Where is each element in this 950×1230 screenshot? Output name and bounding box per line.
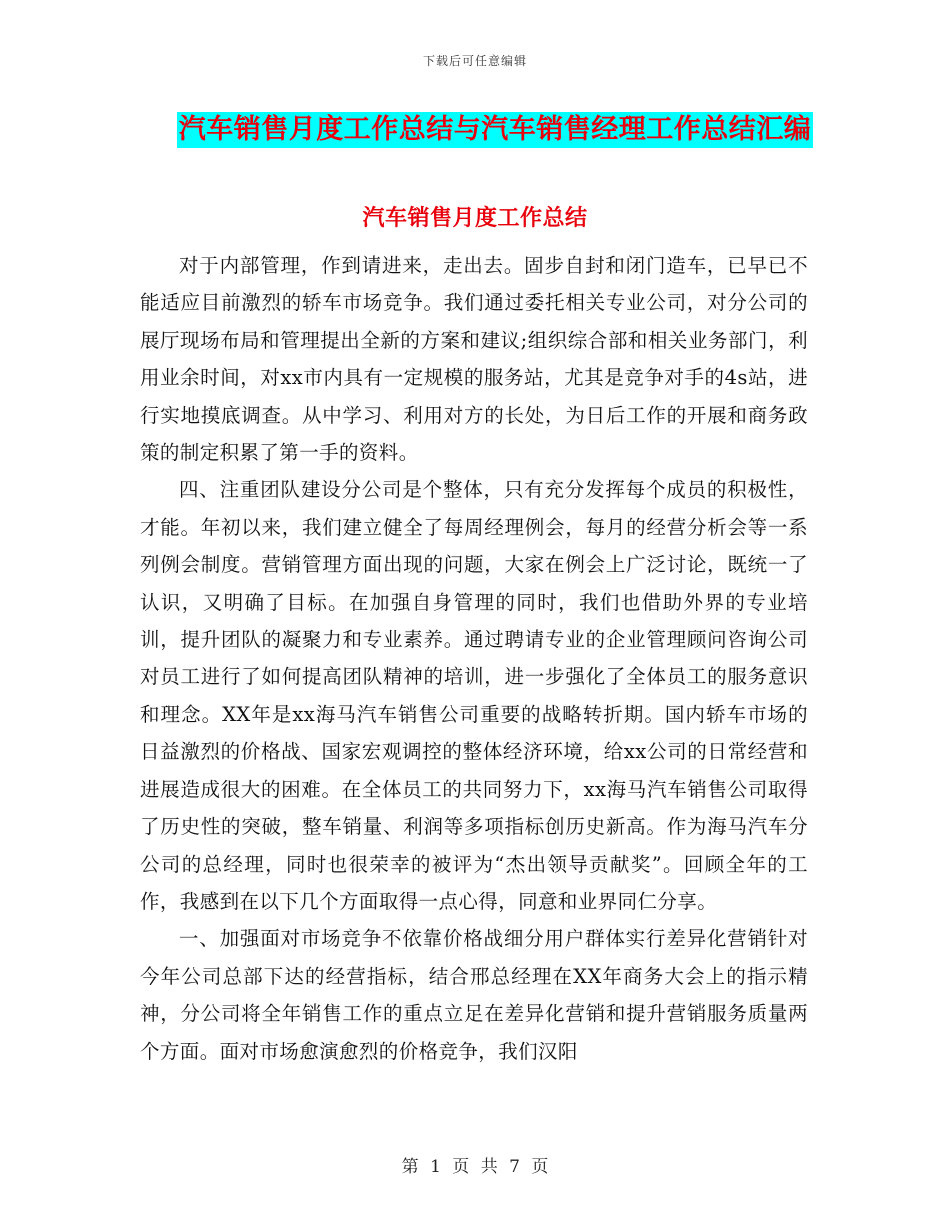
page-number-footer: 第 1 页 共 7 页: [401, 1157, 549, 1177]
paragraph: 四、注重团队建设分公司是个整体，只有充分发挥每个成员的积极性，才能。年初以来，我们建立健全了每周经理例会，每月的经营分析会等一系列例会制度。营销管理方面出现的问题，大家在例会上广泛讨论，既统一了认识，又明确了目标。在加强自身管理的同时，我们也借助外界的专业培训，提升团队的凝聚力和专业素养。通过聘请专业的企业管理顾问咨询公司对员工进行了如何提高团队精神的培训，进一步强化了全体员工的服务意识和理念。XX年是xx海马汽车销售公司重要的战略转折期。国内轿车市场的日益激烈的价格战、国家宏观调控的整体经济环境，给xx公司的日常经营和进展造成很大的困难。在全体员工的共同努力下，xx海马汽车销售公司取得了历史性的突破，整车销量、利润等多项指标创历史新高。作为海马汽车分公司的总经理，同时也很荣幸的被评为“杰出领导贡献奖”。回顾全年的工作，我感到在以下几个方面取得一点心得，同意和业界同仁分享。: [140, 478, 808, 913]
section-title: 汽车销售月度工作总结: [362, 205, 588, 231]
page-header-note: 下载后可任意编辑: [422, 54, 527, 68]
main-title: 汽车销售月度工作总结与汽车销售经理工作总结汇编: [177, 112, 814, 148]
paragraph: 对于内部管理，作到请进来，走出去。固步自封和闭门造车，已早已不能适应目前激烈的轿车市场竞争。我们通过委托相关专业公司，对分公司的展厅现场布局和管理提出全新的方案和建议;组织综合部和相关业务部门，利用业余时间，对xx市内具有一定规模的服务站，尤其是竞争对手的4s站，进行实地摸底调查。从中学习、利用对方的长处，为日后工作的开展和商务政策的制定积累了第一手的资料。: [140, 254, 808, 465]
main-title-container: [0, 112, 950, 148]
paragraph: 一、加强面对市场竞争不依靠价格战细分用户群体实行差异化营销针对今年公司总部下达的经营指标，结合邢总经理在XX年商务大会上的指示精神，分公司将全年销售工作的重点立足在差异化营销和提升营销服务质量两个方面。面对市场愈演愈烈的价格竞争，我们汉阳: [140, 927, 808, 1063]
body-text: [140, 247, 808, 1070]
